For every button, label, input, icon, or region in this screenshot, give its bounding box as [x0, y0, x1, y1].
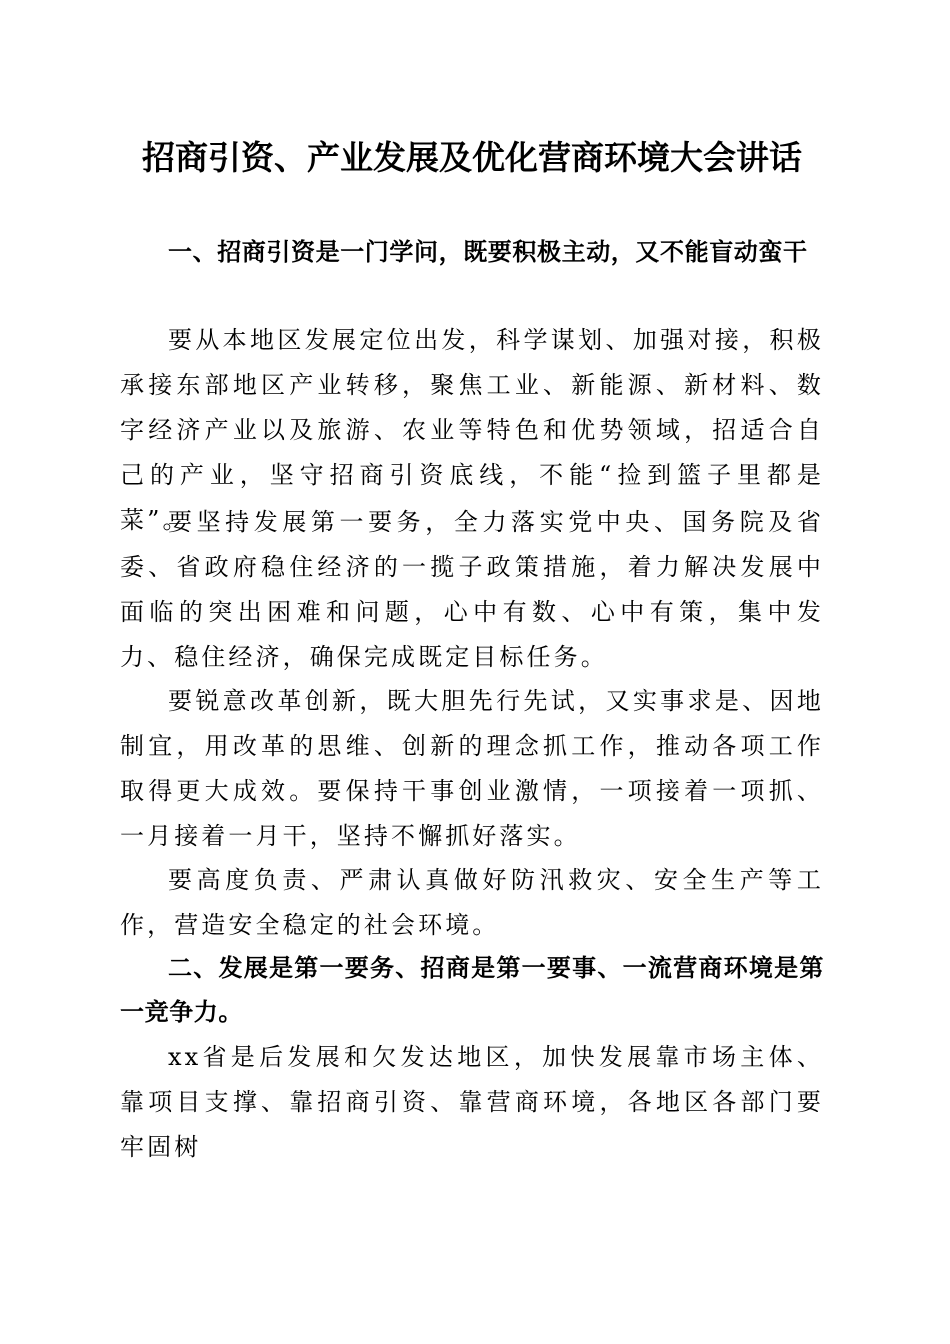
document-title: 招商引资、产业发展及优化营商环境大会讲话 [142, 138, 802, 177]
section-1-paragraph-2: 要坚持发展第一要务，全力落实党中央、国务院及省委、省政府稳住经济的一揽子政策措施，着力解决发展中面临的突出困难和问题，心中有数、心中有策，集中发力、稳住经济，确保完成既定目标任务。 [120, 508, 824, 671]
section-1-paragraph-4: 要高度负责、严肃认真做好防汛救灾、安全生产等工作，营造安全稳定的社会环境。 [120, 866, 824, 939]
section-2-heading: 二、发展是第一要务、招商是第一要事、一流营商环境是第一竞争力。 [120, 954, 824, 1026]
section-2-paragraph-1: xx省是后发展和欠发达地区，加快发展靠市场主体、靠项目支撑、靠招商引资、靠营商环境，各地区各部门要牢固树 [120, 1043, 824, 1161]
section-1-paragraph-1: 要从本地区发展定位出发，科学谋划、加强对接，积极承接东部地区产业转移，聚焦工业、新能源、新材料、数字经济产业以及旅游、农业等特色和优势领域，招适合自己的产业，坚守招商引资底线，不能“捡到篮子里都是菜”。 [120, 326, 824, 534]
section-1-paragraph-3: 要锐意改革创新，既大胆先行先试，又实事求是、因地制宜，用改革的思维、创新的理念抓工作，推动各项工作取得更大成效。要保持干事创业激情，一项接着一项抓、一月接着一月干，坚持不懈抓好落实。 [120, 687, 824, 850]
section-1-heading: 一、招商引资是一门学问，既要积极主动，又不能盲动蛮干 [168, 238, 808, 266]
